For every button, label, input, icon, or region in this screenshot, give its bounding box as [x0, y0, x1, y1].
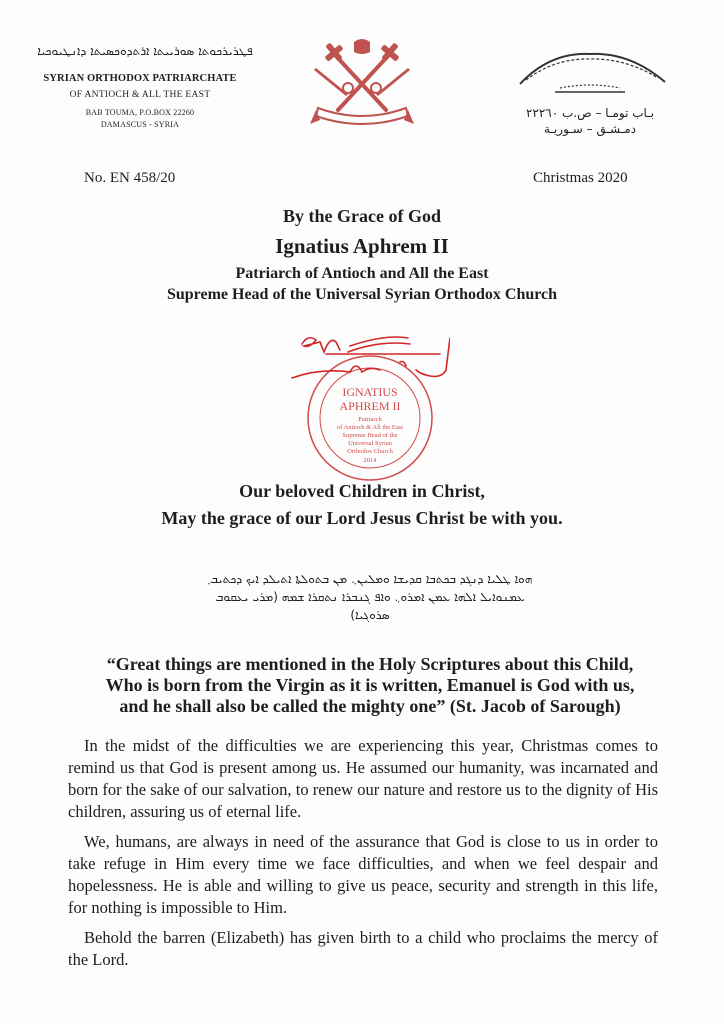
greeting-salutation: Our beloved Children in Christ,: [239, 481, 485, 501]
letterhead-right: [500, 44, 680, 136]
reference-number: No. EN 458/20: [84, 170, 176, 186]
syriac-quote: [80, 570, 660, 624]
body-paragraph: Behold the barren (Elizabeth) has given birth to a child who proclaims the mercy of the Lord.: [68, 928, 658, 969]
seal-line-2: APHREM II: [339, 399, 401, 413]
quote-line-1: “Great things are mentioned in the Holy Scriptures about this Child,: [106, 654, 634, 674]
heading-title-patriarch: Patriarch of Antioch and All the East: [235, 265, 489, 282]
letterhead-address-line1: BAB TOUMA, P.O.BOX 22260: [85, 108, 195, 117]
heading-name: Ignatius Aphrem II: [275, 234, 449, 258]
seal-line-1: IGNATIUS: [342, 385, 398, 399]
signature-icon: [292, 337, 450, 378]
seal-line-4: of Antioch & All the East: [336, 424, 404, 431]
letterhead-left: [20, 44, 260, 129]
syriac-quote-line-3: ܣܪܘܓܝܐ): [350, 608, 390, 622]
greeting-blessing: May the grace of our Lord Jesus Christ be with you.: [161, 508, 563, 528]
syriac-quote-line-1: ܗܘܐ ܛܠܝܐ ܕܢܓܕ ܒܟܬܒܐ ܩܕܝܫܐ ܘܡܠܝܢ܆ ܡܢ ܒܬܘܠܬܐ ܐܬܝܠܕ ܐܝܟ ܕܟܬܝܒ܂: [207, 572, 533, 586]
heading-grace: By the Grace of God: [283, 206, 441, 226]
seal-line-6: Universal Syrian: [348, 440, 392, 447]
quote-line-3: and he shall also be called the mighty one” (St. Jacob of Sarough): [119, 696, 621, 716]
syriac-quote-line-2: ܥܡܢܘܐܝܠ ܐܠܗܐ ܥܡܢ ܐܡܪܘ܆ ܘܐܦ ܓܢܒܪܐ ܢܬܩܪܐ ܫܡܗ (ܡܪܝ ܝܥܩܘܒ: [215, 590, 525, 604]
sender-heading: [0, 206, 724, 304]
seal-line-3: Patriarch: [358, 416, 382, 423]
letterhead-address-line2: DAMASCUS - SYRIA: [100, 120, 180, 129]
english-quote: [60, 654, 680, 717]
heading-title-supreme-head: Supreme Head of the Universal Syrian Orthodox Church: [166, 286, 558, 303]
body-paragraph: In the midst of the difficulties we are experiencing this year, Christmas comes to remind us that God is present among us. He assumed our humanity, was incarnated and born for the sake of our salvation, to renew our nature and restore us to the dignity of His children, assuring us of eternal life.: [68, 736, 658, 821]
letterhead-arabic-address-line1: بـاب تومـا – ص.ب ٢٢٢٦٠: [525, 106, 655, 120]
greeting: [0, 481, 724, 529]
seal-line-8: 2014: [363, 457, 377, 464]
seal-line-5: Supreme Head of the: [342, 432, 398, 439]
reference-date: Christmas 2020: [533, 170, 628, 186]
patriarchal-coat-of-arms-icon: [308, 38, 416, 126]
body-paragraph: We, humans, are always in need of the assurance that God is close to us in order to take refuge in Him every time we face difficulties, and when we feel despair and hopelessness. He is able and willing to give us peace, security and strength in this life, for nothing is impossible to Him.: [68, 832, 658, 917]
letterhead-title: SYRIAN ORTHODOX PATRIARCHATE: [43, 73, 237, 84]
seal-line-7: Orthodox Church: [347, 448, 393, 455]
letterhead-syriac-line: ܦܛܪܝܪܟܘܬܐ ܣܘܪܝܝܬܐ ܐܪܬܕܘܟܣܝܬܐ ܕܐܢܛܝܘܟܝܐ: [37, 44, 253, 58]
arabic-calligraphy-logo: [500, 44, 680, 104]
official-seal-icon: [290, 330, 450, 490]
letterhead-subtitle: OF ANTIOCH & ALL THE EAST: [69, 90, 211, 100]
letter-body: [68, 735, 658, 979]
quote-line-2: Who is born from the Virgin as it is written, Emanuel is God with us,: [105, 675, 635, 695]
letterhead-arabic-address-line2: دمـشـق – سـوريـة: [544, 122, 636, 136]
